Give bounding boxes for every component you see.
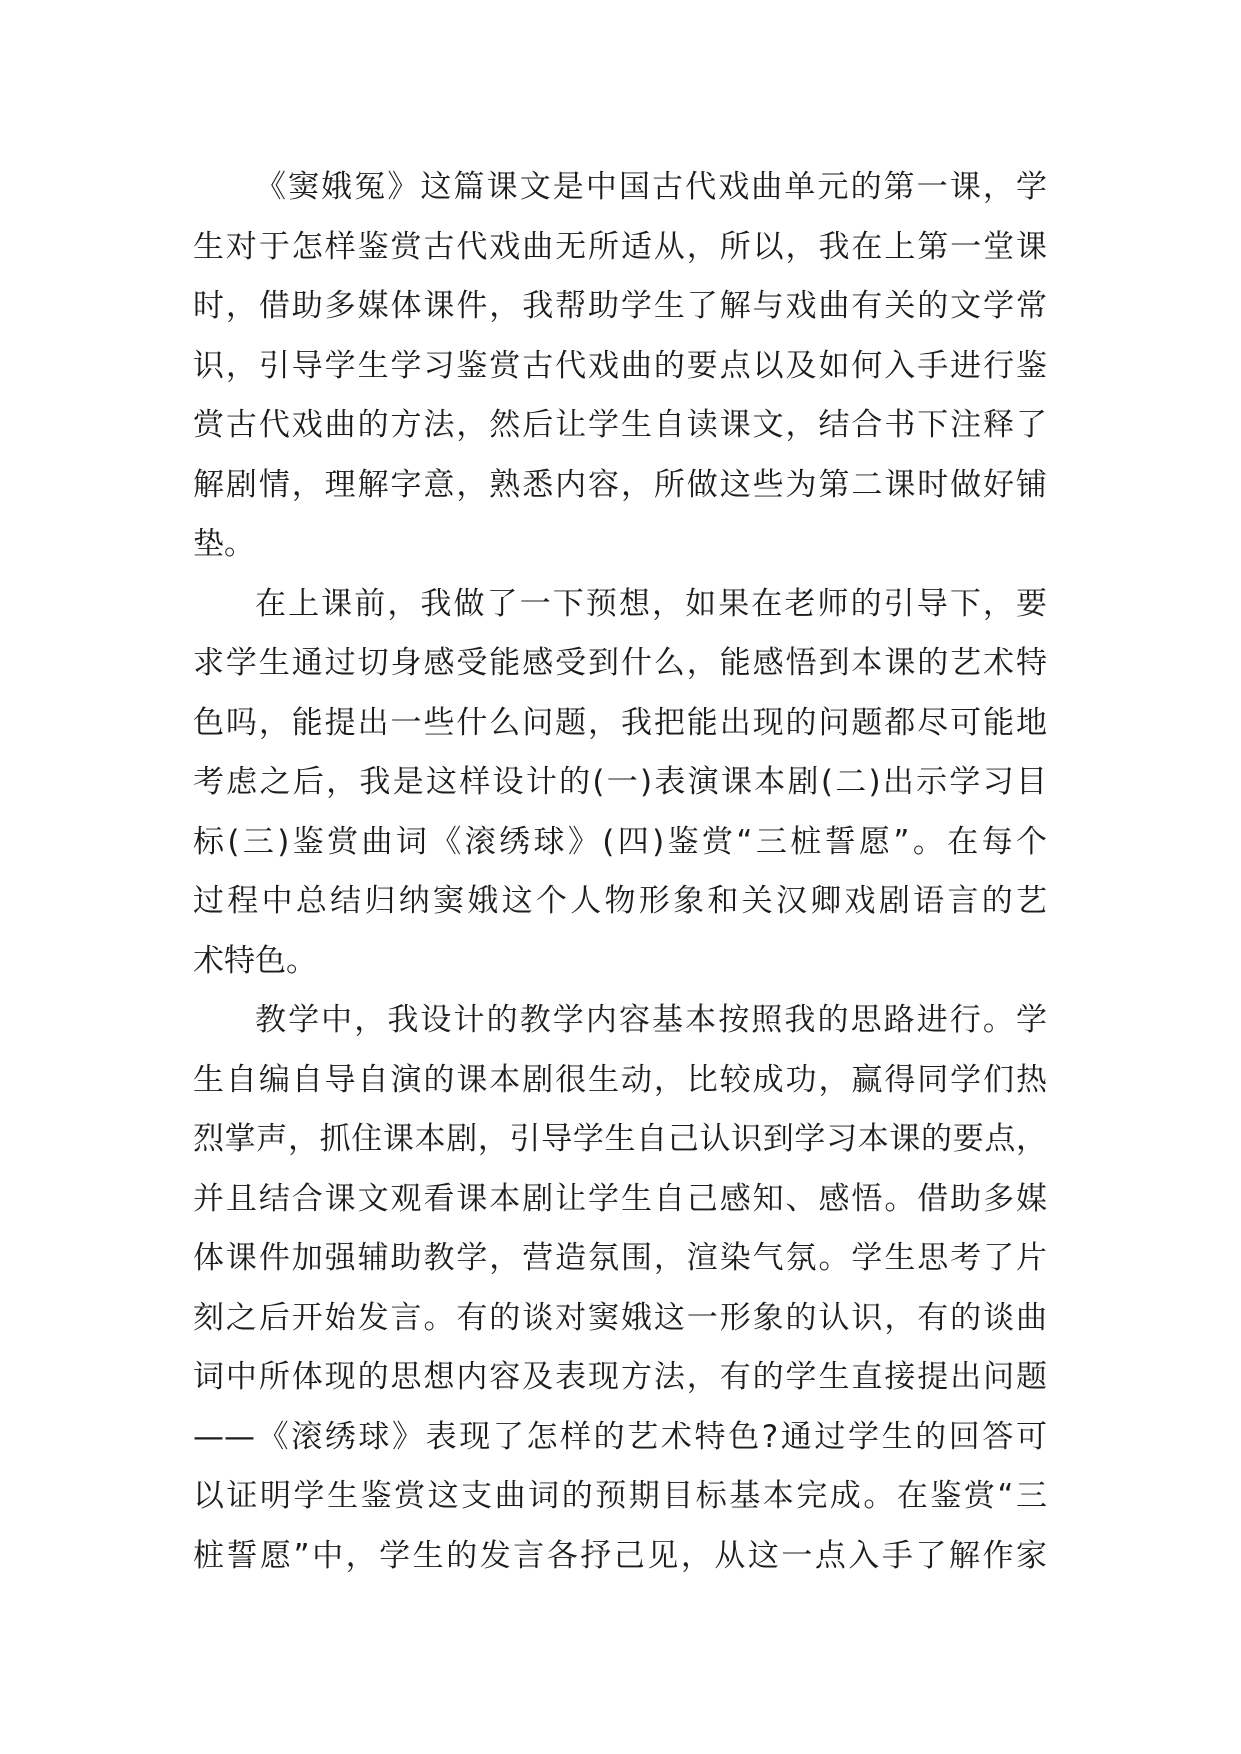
text-line: 词中所体现的思想内容及表现方法，有的学生直接提出问题 <box>193 1359 1047 1395</box>
paragraph-3 <box>193 991 1047 1586</box>
text-line: 体课件加强辅助教学，营造氛围，渲染气氛。学生思考了片 <box>193 1240 1047 1276</box>
text-line: 生自编自导自演的课本剧很生动，比较成功，赢得同学们热 <box>193 1061 1047 1098</box>
text-line: 求学生通过切身感受能感受到什么，能感悟到本课的艺术特 <box>193 645 1047 681</box>
text-line: 以证明学生鉴赏这支曲词的预期目标基本完成。在鉴赏“三 <box>193 1478 1047 1514</box>
text-line: 色吗，能提出一些什么问题，我把能出现的问题都尽可能地 <box>193 704 1047 741</box>
text-line: 识，引导学生学习鉴赏古代戏曲的要点以及如何入手进行鉴 <box>193 347 1047 384</box>
text-line: 标(三)鉴赏曲词《滚绣球》(四)鉴赏“三桩誓愿”。在每个 <box>193 823 1047 860</box>
text-line: 桩誓愿”中，学生的发言各抒己见，从这一点入手了解作家 <box>193 1537 1047 1574</box>
text-line: 考虑之后，我是这样设计的(一)表演课本剧(二)出示学习目 <box>193 764 1047 800</box>
text-line: 在上课前，我做了一下预想，如果在老师的引导下，要 <box>255 585 1047 622</box>
text-line: 时，借助多媒体课件，我帮助学生了解与戏曲有关的文学常 <box>193 288 1047 324</box>
paragraph-2 <box>193 575 1047 992</box>
text-line: 烈掌声，抓住课本剧，引导学生自己认识到学习本课的要点， <box>193 1121 1047 1157</box>
paragraph-1 <box>193 158 1047 575</box>
text-line: 过程中总结归纳窦娥这个人物形象和关汉卿戏剧语言的艺 <box>193 883 1047 919</box>
text-line: 垫。 <box>193 526 255 562</box>
text-line: 赏古代戏曲的方法，然后让学生自读课文，结合书下注释了 <box>193 407 1047 443</box>
text-line: 并且结合课文观看课本剧让学生自己感知、感悟。借助多媒 <box>193 1180 1047 1217</box>
text-line: 生对于怎样鉴赏古代戏曲无所适从，所以，我在上第一堂课 <box>193 228 1047 265</box>
text-line: 《窦娥冤》这篇课文是中国古代戏曲单元的第一课，学 <box>255 169 1047 205</box>
text-line: 解剧情，理解字意，熟悉内容，所做这些为第二课时做好铺 <box>193 466 1047 503</box>
text-line: 术特色。 <box>193 942 317 979</box>
text-line: 教学中，我设计的教学内容基本按照我的思路进行。学 <box>255 1002 1047 1038</box>
text-line: ——《滚绣球》表现了怎样的艺术特色?通过学生的回答可 <box>193 1418 1047 1455</box>
text-line: 刻之后开始发言。有的谈对窦娥这一形象的认识，有的谈曲 <box>193 1299 1047 1336</box>
document-body <box>193 158 1047 1586</box>
